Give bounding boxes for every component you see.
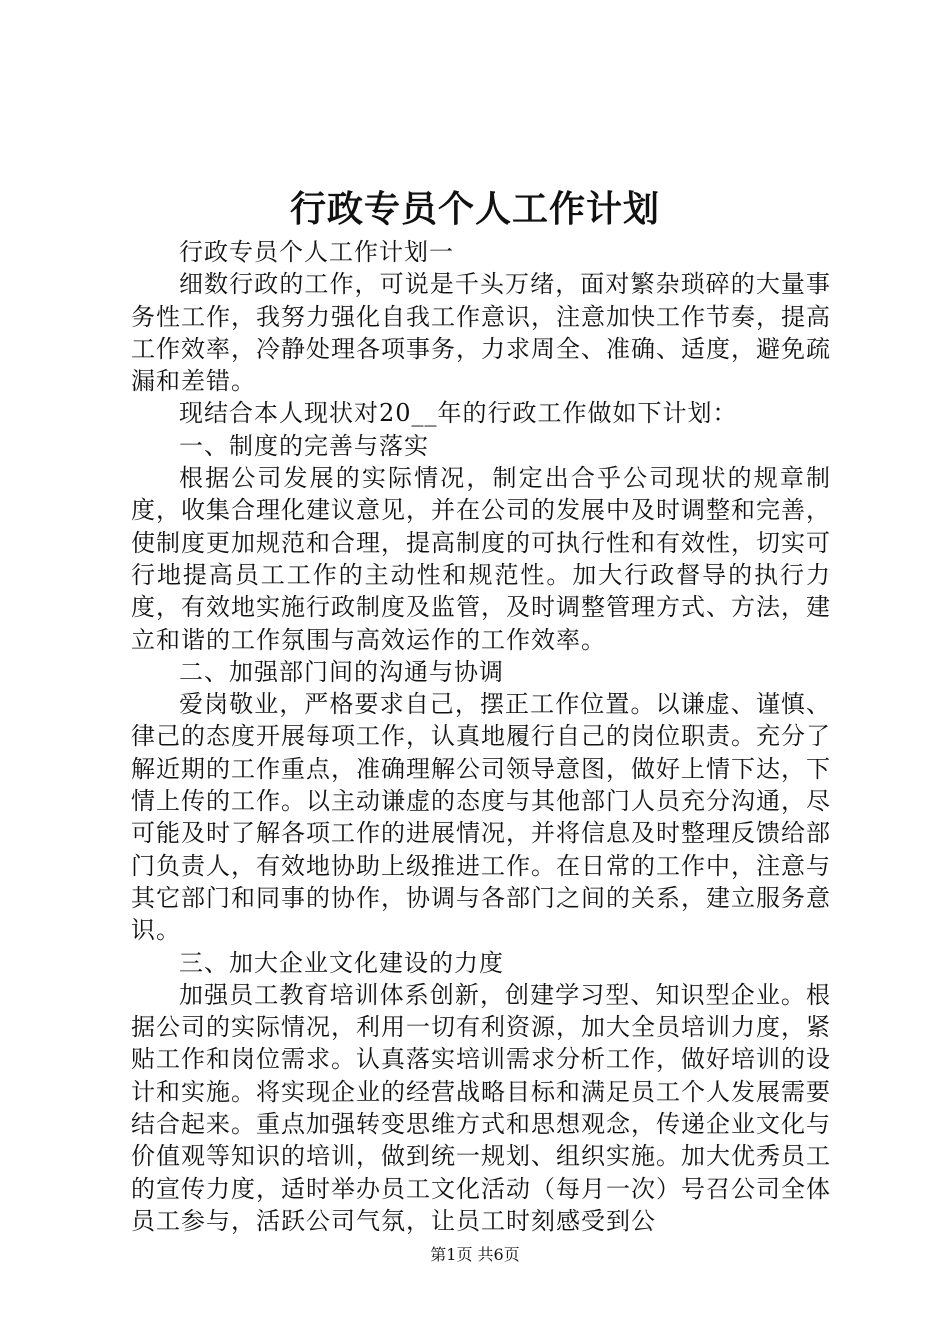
section-heading: 三、加大企业文化建设的力度 bbox=[179, 948, 504, 977]
body-paragraph: 现结合本人现状对20__年的行政工作做如下计划： bbox=[179, 399, 738, 428]
body-paragraph: 爱岗敬业，严格要求自己，摆正工作位置。以谦虚、谨慎、律己的态度开展每项工作，认真地履行自己的岗位职责。充分了解近期的工作重点，准确理解公司领导意图，做好上情下达，下情上传的工作。以主动谦虚的态度与其他部门人员充分沟通，尽可能及时了解各项工作的进展情况，并将信息及时整理反馈给部门负责人，有效地协助上级推进工作。在日常的工作中，注意与其它部门和同事的协作，协调与各部门之间的关系，建立服务意识。 bbox=[131, 690, 831, 945]
body-paragraph: 细数行政的工作，可说是千头万绪，面对繁杂琐碎的大量事务性工作，我努力强化自我工作意识，注意加快工作节奏，提高工作效率，冷静处理各项事务，力求周全、准确、适度，避免疏漏和差错。 bbox=[131, 270, 831, 396]
document-body bbox=[131, 236, 831, 1237]
page-number-footer: 第1页 共6页 bbox=[430, 1245, 520, 1264]
document-title: 行政专员个人工作计划 bbox=[289, 188, 660, 230]
section-heading: 二、加强部门间的沟通与协调 bbox=[179, 657, 504, 686]
section-heading: 一、制度的完善与落实 bbox=[179, 431, 429, 460]
body-paragraph: 根据公司发展的实际情况，制定出合乎公司现状的规章制度，收集合理化建议意见，并在公司的发展中及时调整和完善，使制度更加规范和合理，提高制度的可执行性和有效性，切实可行地提高员工工作的主动性和规范性。加大行政督导的执行力度，有效地实施行政制度及监管，及时调整管理方式、方法，建立和谐的工作氛围与高效运作的工作效率。 bbox=[131, 464, 831, 654]
body-paragraph: 加强员工教育培训体系创新，创建学习型、知识型企业。根据公司的实际情况，利用一切有利资源，加大全员培训力度，紧贴工作和岗位需求。认真落实培训需求分析工作，做好培训的设计和实施。将实现企业的经营战略目标和满足员工个人发展需要结合起来。重点加强转变思维方式和思想观念，传递企业文化与价值观等知识的培训，做到统一规划、组织实施。加大优秀员工的宣传力度，适时举办员工文化活动（每月一次）号召公司全体员工参与，活跃公司气氛，让员工时刻感受到公 bbox=[131, 980, 831, 1235]
section-heading: 行政专员个人工作计划一 bbox=[179, 238, 454, 266]
